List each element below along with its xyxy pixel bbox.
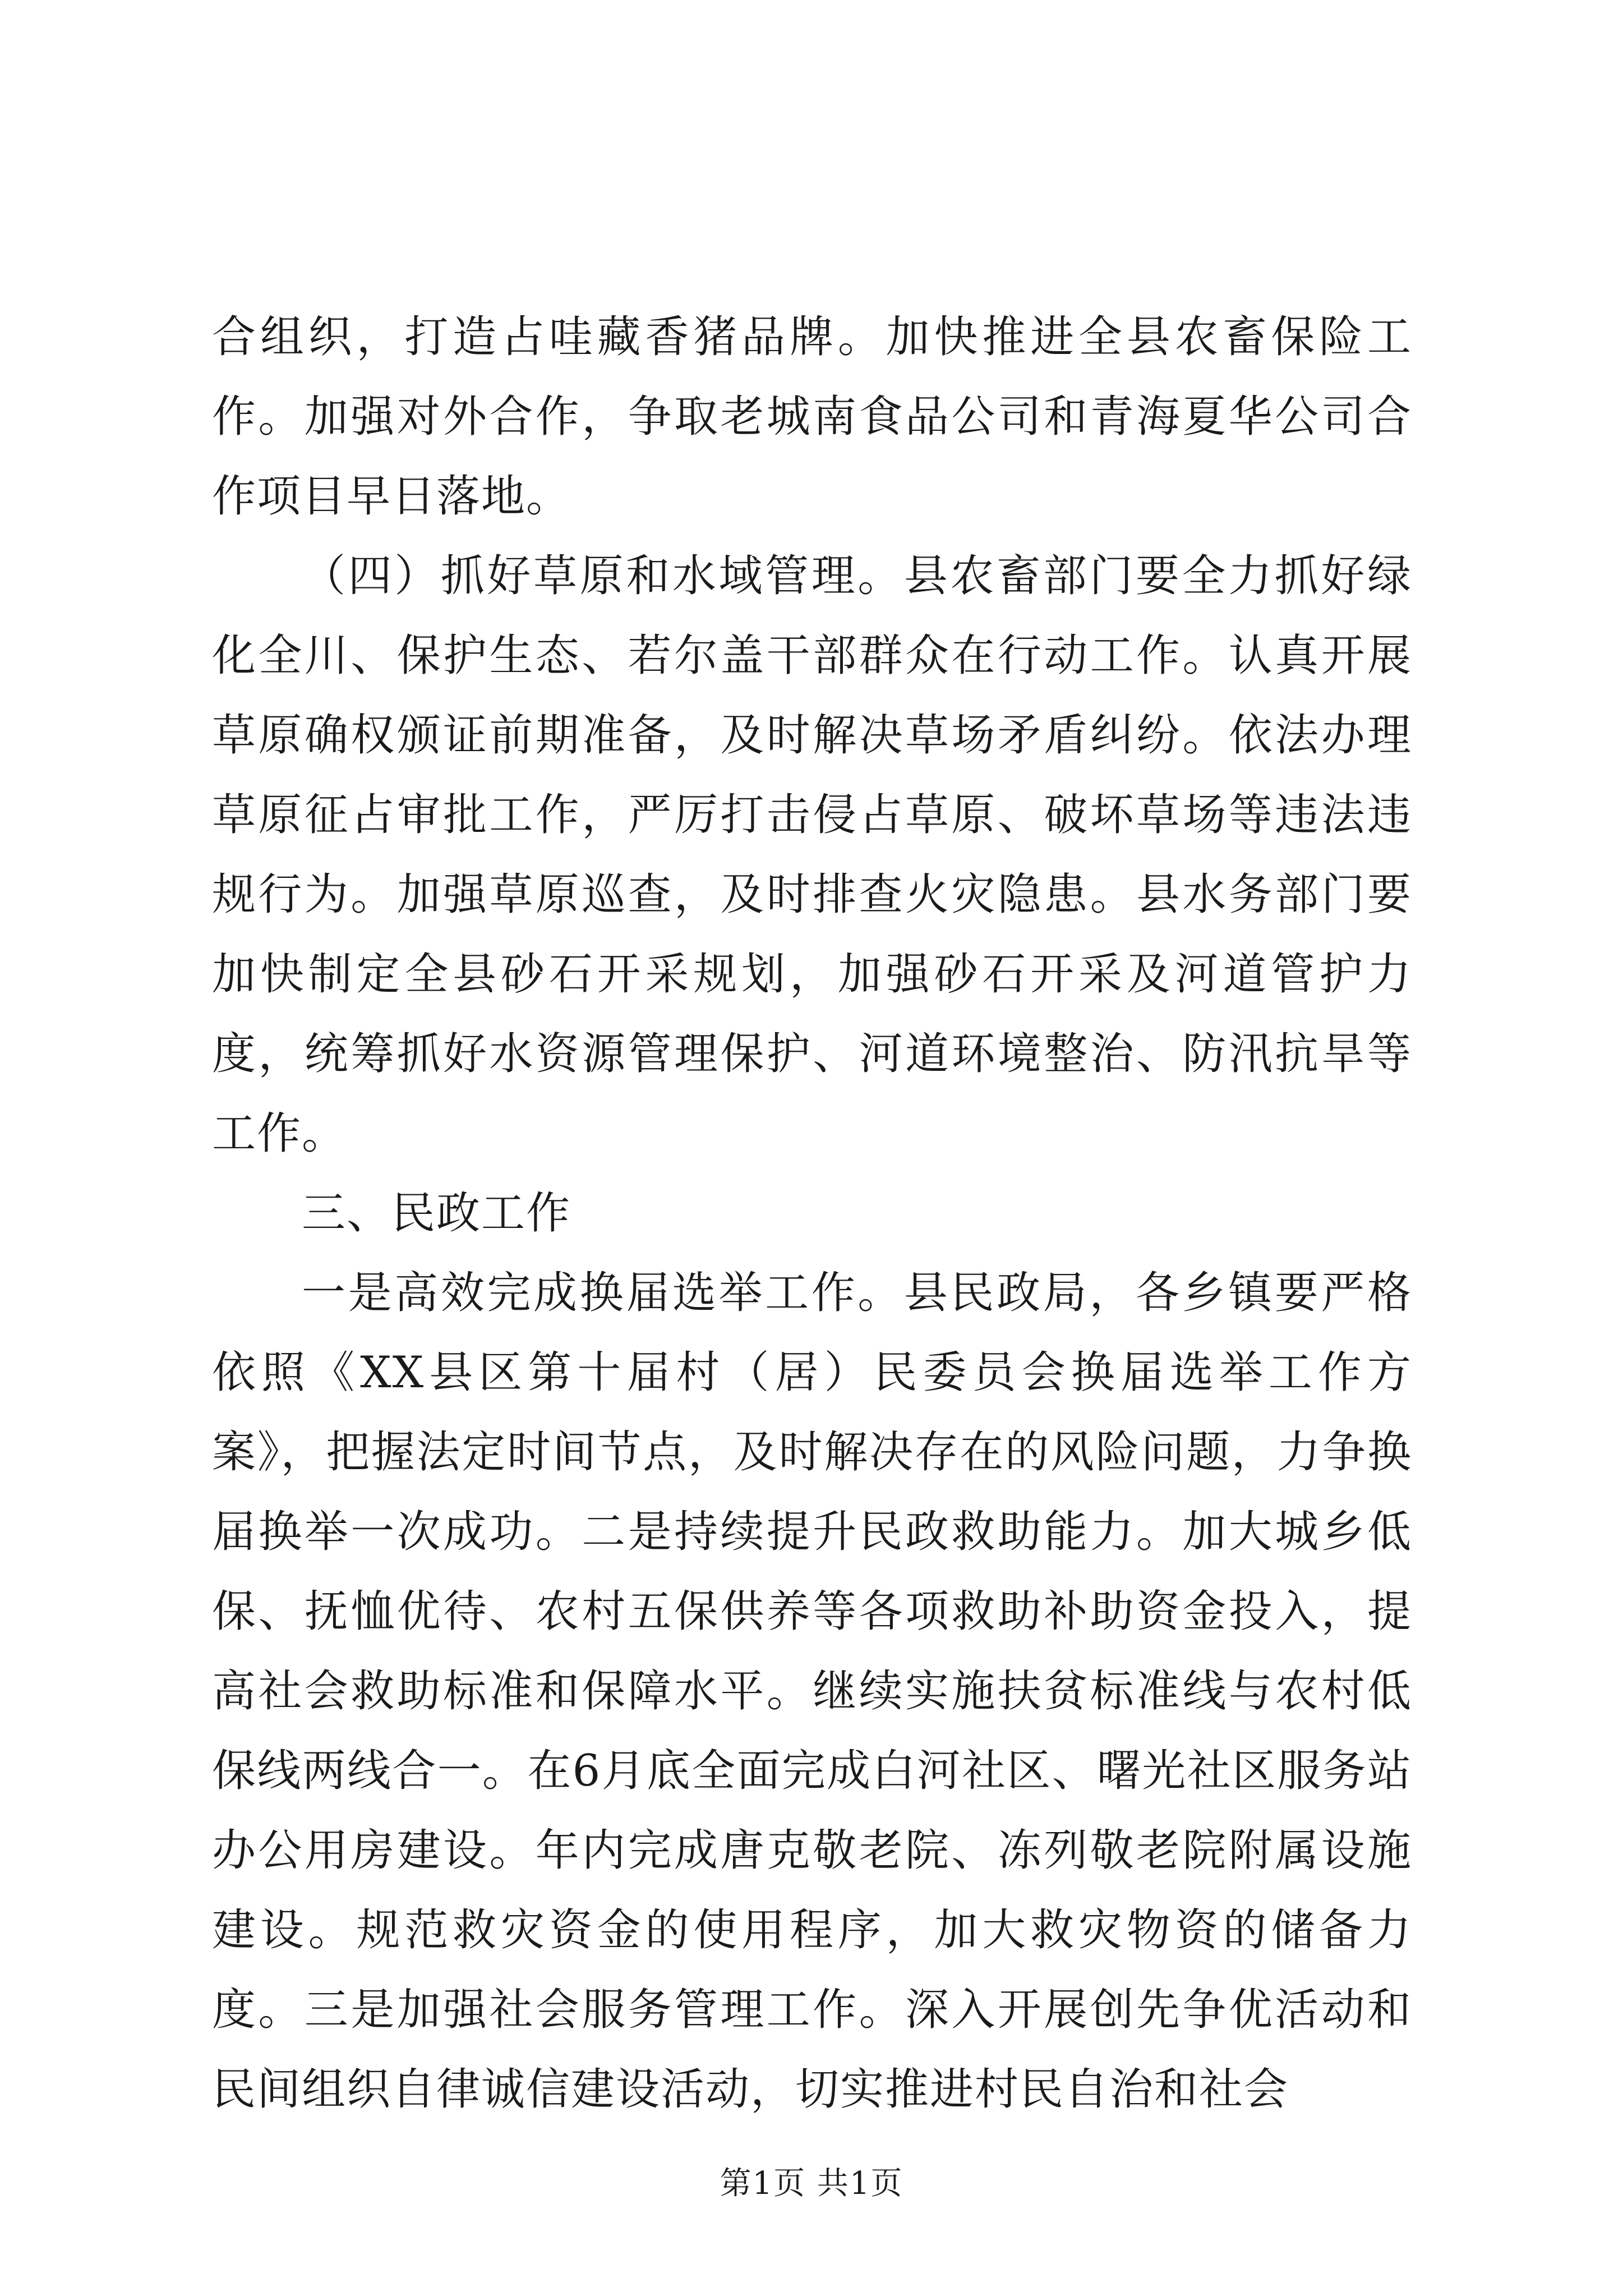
section-heading: 三、民政工作 xyxy=(302,1188,571,1239)
paragraph-1: 合组织，打造占哇藏香猪品牌。加快推进全县农畜保险工作。加强对外合作，争取老城南食品公司和青海夏华公司合作项目早日落地。 xyxy=(212,312,1412,522)
document-body xyxy=(212,297,1412,2129)
page-number-footer: 第1页 共1页 xyxy=(720,2165,903,2202)
paragraph-3: 一是高效完成换届选举工作。县民政局，各乡镇要严格依照《XX县区第十届村（居）民委员会换届选举工作方案》，把握法定时间节点，及时解决存在的风险问题，力争换届换举一次成功。二是持续提升民政救助能力。加大城乡低保、抚恤优待、农村五保供养等各项救助补助资金投入，提高社会救助标准和保障水平。继续实施扶贫标准线与农村低保线两线合一。在6月底全面完成白河社区、曙光社区服务站办公用房建设。年内完成唐克敬老院、冻列敬老院附属设施建设。规范救灾资金的使用程序，加大救灾物资的储备力度。三是加强社会服务管理工作。深入开展创先争优活动和民间组织自律诚信建设活动，切实推进村民自治和社会 xyxy=(212,1268,1412,2115)
paragraph-2: （四）抓好草原和水域管理。县农畜部门要全力抓好绿化全川、保护生态、若尔盖干部群众在行动工作。认真开展草原确权颁证前期准备，及时解决草场矛盾纠纷。依法办理草原征占审批工作，严厉打击侵占草原、破坏草场等违法违规行为。加强草原巡查，及时排查火灾隐患。县水务部门要加快制定全县砂石开采规划，加强砂石开采及河道管护力度，统筹抓好水资源管理保护、河道环境整治、防汛抗旱等工作。 xyxy=(212,551,1412,1159)
